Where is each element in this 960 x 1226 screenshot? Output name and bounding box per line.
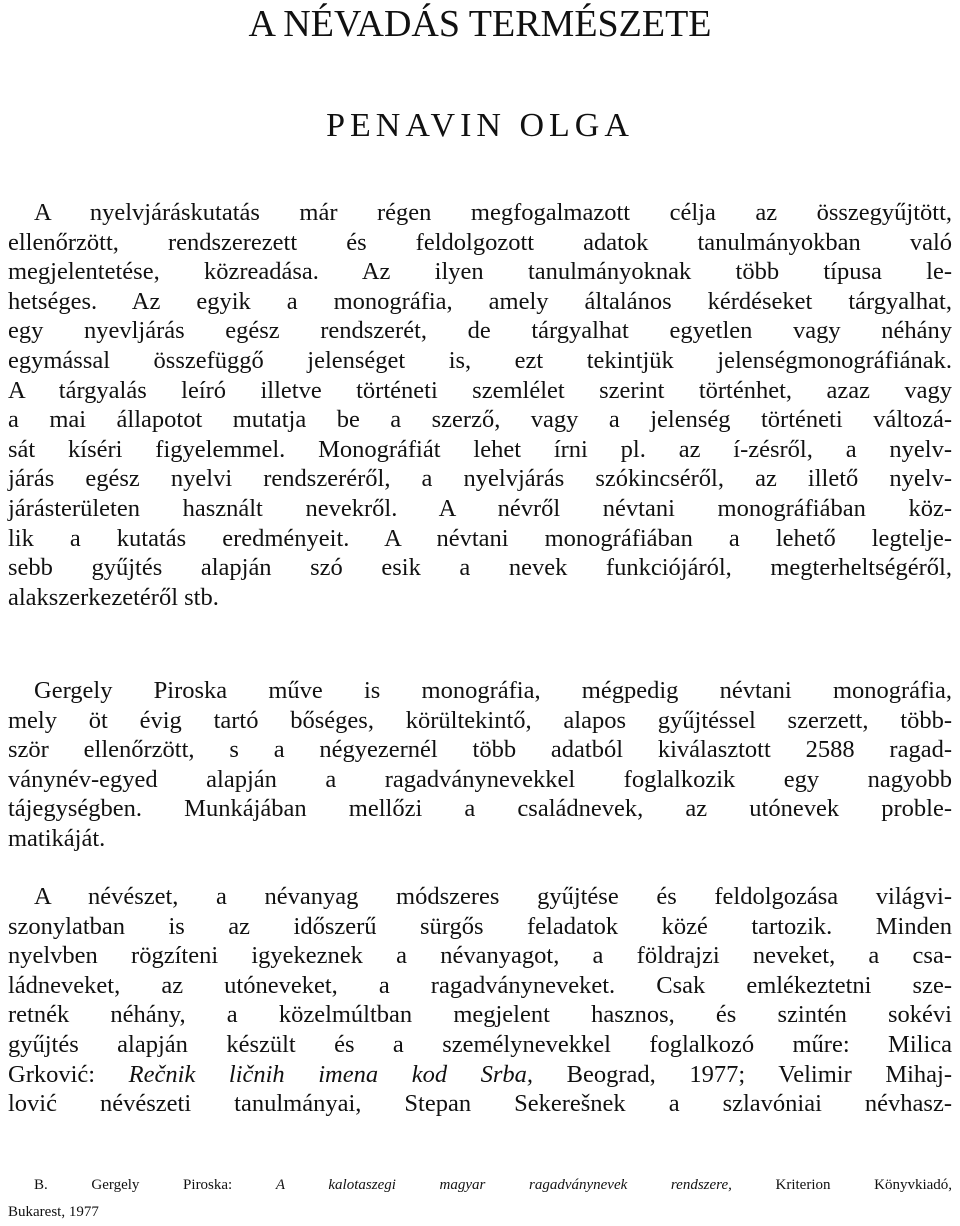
text-line: ványnév-egyed alapján a ragadványnevekkel foglalkozik egy nagyobb [8,765,952,793]
text-line: tájegységben. Munkájában mellőzi a családnevek, az utónevek proble- [8,795,952,823]
text-line: egymással összefüggő jelenséget is, ezt tekintjük jelenségmonográfiának. [8,346,952,374]
text-line: sát kíséri figyelemmel. Monográfiát lehet írni pl. az í-zésről, a nyelv- [8,435,952,463]
text-line: hetséges. Az egyik a monográfia, amely általános kérdéseket tárgyalhat, [8,287,952,315]
text-line: nyelvben rögzíteni igyekeznek a névanyagot, a földrajzi neveket, a csa- [8,942,952,970]
footnote-line: Bukarest, 1977 [8,1204,99,1220]
text-line: ládneveket, az utóneveket, a ragadványneveket. Csak emlékeztetni sze- [8,971,952,999]
text-line: Gergely Piroska műve is monográfia, mégpedig névtani monográfia, [34,677,952,704]
text-line-mixed [8,1060,952,1090]
text-run: Grković: [8,1060,129,1088]
text-line: ellenőrzött, rendszerezett és feldolgozott adatok tanulmányokban való [8,228,952,256]
paragraph-3 [8,882,952,1119]
text-line: alakszerkezetéről stb. [8,583,219,611]
author-name: PENAVIN OLGA [326,107,634,144]
paragraph-2 [8,676,952,854]
footnote [8,1172,952,1226]
text-line: egy nyevljárás egész rendszerét, de tárgyalhat egyetlen vagy néhány [8,317,952,345]
text-line: matikáját. [8,824,106,852]
footnote-label: B. Gergely Piroska: [34,1177,233,1193]
text-line: járás egész nyelvi rendszeréről, a nyelvjárás szókincséről, az illető nyelv- [8,465,952,493]
text-line: mely öt évig tartó bőséges, körültekintő, alapos gyűjtéssel szerzett, több- [8,706,952,734]
footnote-title: A kalotaszegi magyar ragadványnevek rendszere, [275,1177,732,1193]
text-line: retnék néhány, a közelmúltban megjelent hasznos, és szintén sokévi [8,1001,952,1029]
paragraph-1 [8,198,952,612]
book-title-italic: Rečnik ličnih imena kod Srba, [128,1060,534,1088]
text-line: lović névészeti tanulmányai, Stepan Sekerešnek a szlavóniai névhasz- [8,1090,952,1118]
text-line: gyűjtés alapján készült és a személynevekkel foglalkozó műre: Milica [8,1030,952,1058]
text-line: A tárgyalás leíró illetve történeti szemlélet szerint történhet, azaz vagy [8,376,952,404]
text-line: lik a kutatás eredményeit. A névtani monográfiában a lehető legtelje- [8,524,952,552]
footnote-line [8,1172,952,1199]
text-line: a mai állapotot mutatja be a szerző, vagy a jelenség történeti változá- [8,406,952,434]
text-run: Beograd, 1977; Velimir Mihaj- [533,1060,952,1088]
text-line: A névészet, a névanyag módszeres gyűjtése és feldolgozása világvi- [34,883,952,910]
text-line: ször ellenőrzött, s a négyezernél több adatból kiválasztott 2588 ragad- [8,736,952,764]
text-line: járásterületen használt nevekről. A névről névtani monográfiában köz- [8,494,952,522]
text-line: megjelentetése, közreadása. Az ilyen tanulmányoknak több típusa le- [8,258,952,286]
footnote-publisher: Kriterion Könyvkiadó, [775,1177,953,1193]
text-line: A nyelvjáráskutatás már régen megfogalmazott célja az összegyűjtött, [34,199,952,226]
text-line: sebb gyűjtés alapján szó esik a nevek funkciójáról, megterheltségéről, [8,554,952,582]
page-title: A NÉVADÁS TERMÉSZETE [248,3,712,45]
text-line: szonylatban is az időszerű sürgős feladatok közé tartozik. Minden [8,912,952,940]
